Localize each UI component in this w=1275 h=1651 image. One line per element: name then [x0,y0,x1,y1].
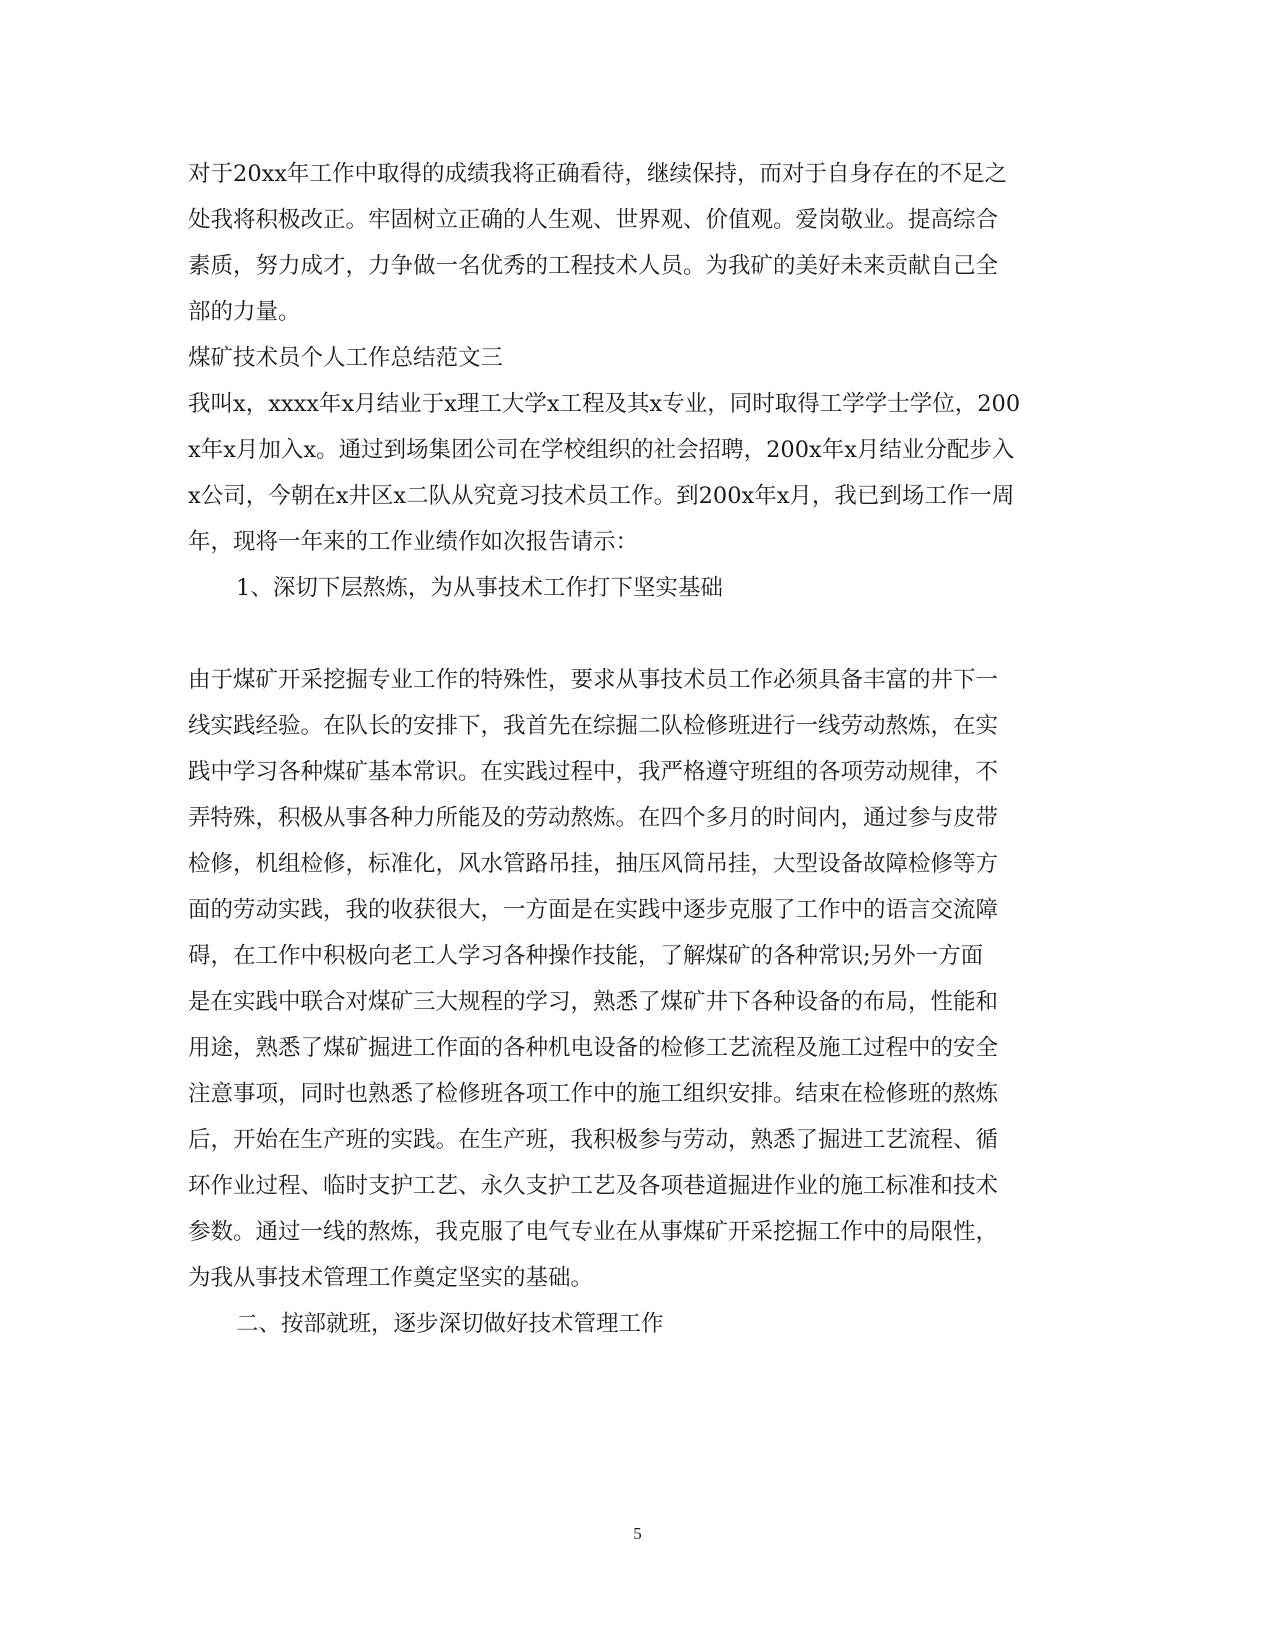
text-line: 年，现将一年来的工作业绩作如次报告请示： [188,529,639,555]
text-line: 碍，在工作中积极向老工人学习各种操作技能，了解煤矿的各种常识;另外一方面 [188,943,984,969]
section-heading: 煤矿技术员个人工作总结范文三 [188,345,504,371]
text-line: 素质，努力成才，力争做一名优秀的工程技术人员。为我矿的美好未来贡献自己全 [188,253,999,279]
text-line: 参数。通过一线的熬炼，我克服了电气专业在从事煤矿开采挖掘工作中的局限性， [188,1219,999,1245]
text-line: 面的劳动实践，我的收获很大，一方面是在实践中逐步克服了工作中的语言交流障 [188,897,999,923]
text-line: 环作业过程、临时支护工艺、永久支护工艺及各项巷道掘进作业的施工标准和技术 [188,1173,999,1199]
text-line: 对于20xx年工作中取得的成绩我将正确看待，继续保持，而对于自身存在的不足之 [188,161,1008,187]
text-line: 弄特殊，积极从事各种力所能及的劳动熬炼。在四个多月的时间内，通过参与皮带 [188,805,999,831]
text-line: 处我将积极改正。牢固树立正确的人生观、世界观、价值观。爱岗敬业。提高综合 [188,207,999,233]
text-line: 部的力量。 [188,299,301,325]
text-line: 是在实践中联合对煤矿三大规程的学习，熟悉了煤矿井下各种设备的布局，性能和 [188,989,999,1015]
text-line: 践中学习各种煤矿基本常识。在实践过程中，我严格遵守班组的各项劳动规律，不 [188,759,999,785]
text-line: 注意事项，同时也熟悉了检修班各项工作中的施工组织安排。结束在检修班的熬炼 [188,1081,999,1107]
text-line: 检修，机组检修，标准化，风水管路吊挂，抽压风筒吊挂，大型设备故障检修等方 [188,851,999,877]
text-line: 为我从事技术管理工作奠定坚实的基础。 [188,1265,594,1291]
subheading-1: 1、深切下层熬炼，为从事技术工作打下坚实基础 [236,575,723,601]
text-line: x公司，今朝在x井区x二队从究竟习技术员工作。到200x年x月，我已到场工作一周 [188,483,1015,509]
text-line: x年x月加入x。通过到场集团公司在学校组织的社会招聘，200x年x月结业分配步入 [188,437,1015,463]
subheading-2: 二、按部就班，逐步深切做好技术管理工作 [236,1311,664,1337]
text-line: 由于煤矿开采挖掘专业工作的特殊性，要求从事技术员工作必须具备丰富的井下一 [188,667,999,693]
text-line: 用途，熟悉了煤矿掘进工作面的各种机电设备的检修工艺流程及施工过程中的安全 [188,1035,999,1061]
text-line: 我叫x，xxxx年x月结业于x理工大学x工程及其x专业，同时取得工学学士学位，200 [188,391,1021,417]
text-line: 线实践经验。在队长的安排下，我首先在综掘二队检修班进行一线劳动熬炼，在实 [188,713,999,739]
page-number: 5 [633,1524,642,1543]
text-line: 后，开始在生产班的实践。在生产班，我积极参与劳动，熟悉了掘进工艺流程、循 [188,1127,999,1153]
